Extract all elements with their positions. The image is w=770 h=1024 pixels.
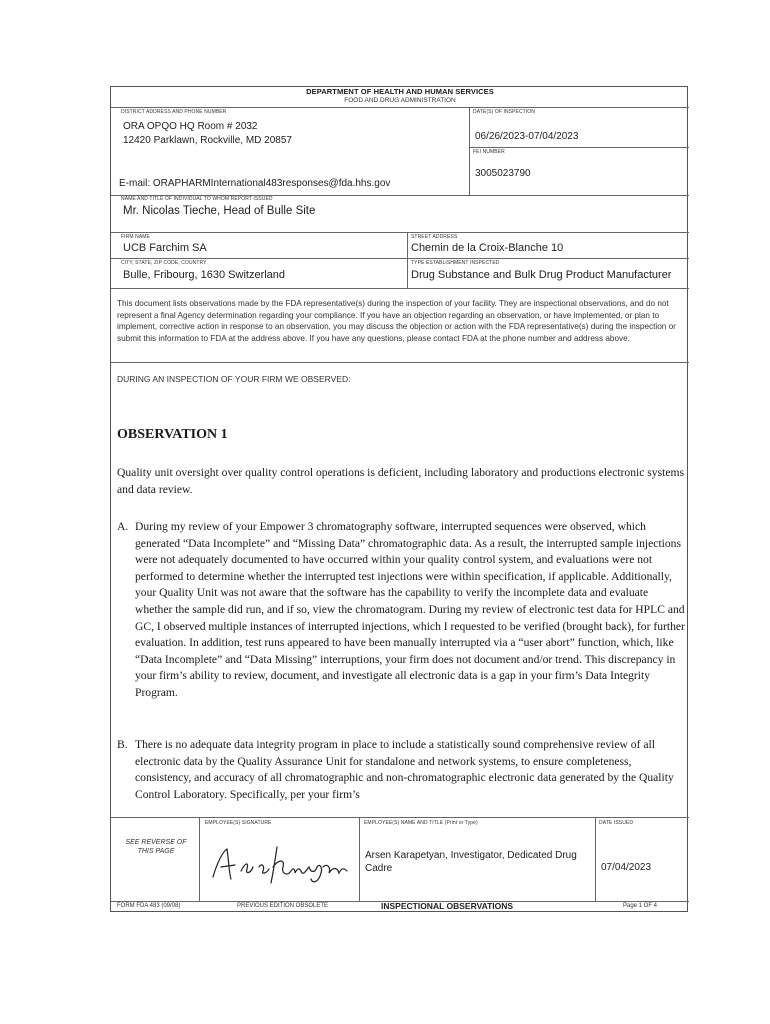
email-address: E-mail: ORAPHARMInternational483responses@fda.hhs.gov <box>119 178 391 189</box>
street-value: Chemin de la Croix-Blanche 10 <box>411 242 564 254</box>
date-issued-value: 07/04/2023 <box>601 862 652 873</box>
observed-heading: DURING AN INSPECTION OF YOUR FIRM WE OBSERVED: <box>117 374 351 384</box>
page-number: Page 1 OF 4 <box>623 903 658 909</box>
name-label: EMPLOYEE(S) NAME AND TITLE (Print or Type) <box>364 820 478 826</box>
agency-heading: FOOD AND DRUG ADMINISTRATION <box>344 97 456 104</box>
divider <box>407 232 408 288</box>
observation-title: OBSERVATION 1 <box>117 427 228 442</box>
form-title: INSPECTIONAL OBSERVATIONS <box>381 901 514 911</box>
divider <box>595 817 596 901</box>
item-letter: B. <box>117 738 128 751</box>
dates-label: DATE(S) OF INSPECTION <box>473 109 536 115</box>
individual-value: Mr. Nicolas Tieche, Head of Bulle Site <box>123 205 316 217</box>
item-text: There is no adequate data integrity program in place to include a statistically sound comprehensive review of all electronic data by the Quality Assurance Unit for standalone and network systems, to ensure completeness, consistency, and accuracy of all chromatographic and non-chromatographic electronic data generated by the Quality Control Laboratory. Specifically, per your firm’s <box>135 738 674 801</box>
firm-value: UCB Farchim SA <box>123 242 207 254</box>
city-value: Bulle, Fribourg, 1630 Switzerland <box>123 269 286 281</box>
divider <box>469 107 470 195</box>
firm-label: FIRM NAME <box>121 234 150 240</box>
department-heading: DEPARTMENT OF HEALTH AND HUMAN SERVICES <box>306 87 494 96</box>
divider <box>111 817 689 818</box>
dates-value: 06/26/2023-07/04/2023 <box>475 131 579 142</box>
divider <box>359 817 360 901</box>
city-label: CITY, STATE, ZIP CODE, COUNTRY <box>121 260 207 266</box>
divider <box>469 147 689 148</box>
see-reverse-note: SEE REVERSE OF THIS PAGE <box>125 839 187 855</box>
type-value: Drug Substance and Bulk Drug Product Manufacturer <box>411 269 672 281</box>
name-value: Arsen Karapetyan, Investigator, Dedicated Drug Cadre <box>365 850 577 874</box>
district-label: DISTRICT ADDRESS AND PHONE NUMBER <box>121 109 227 115</box>
district-line2: 12420 Parklawn, Rockville, MD 20857 <box>123 135 292 146</box>
item-letter: A. <box>117 520 129 533</box>
divider <box>111 232 689 233</box>
divider <box>111 362 689 363</box>
fei-value: 3005023790 <box>475 168 531 179</box>
divider <box>111 107 689 108</box>
observation-item-b <box>117 737 687 817</box>
district-line1: ORA OPQO HQ Room # 2032 <box>123 121 258 132</box>
fei-label: FEI NUMBER <box>473 149 505 155</box>
type-label: TYPE ESTABLISHMENT INSPECTED <box>411 260 500 266</box>
observation-summary: Quality unit oversight over quality control operations is deficient, including laboratory and productions electronic systems and data review. <box>117 466 684 496</box>
previous-edition-note: PREVIOUS EDITION OBSOLETE <box>237 903 329 909</box>
disclaimer-text: This document lists observations made by the FDA representative(s) during the inspection of your facility. They are inspectional observations, and do not represent a final Agency determination regarding your compliance. If you have an objection regarding an observation, or have implemented, or plan to implement, corrective action in response to an observation, you may discuss the objection or action with the FDA representative(s) during the inspection or submit this information to FDA at the address above. If you have any questions, please contact FDA at the phone number and address above. <box>117 299 676 343</box>
signature-label: EMPLOYEE(S) SIGNATURE <box>205 820 272 826</box>
individual-label: NAME AND TITLE OF INDIVIDUAL TO WHOM REPORT ISSUED <box>121 196 273 202</box>
form-id: FORM FDA 483 (09/08) <box>117 903 181 909</box>
item-text: During my review of your Empower 3 chromatography software, interrupted sequences were observed, which generated “Data Incomplete” and “Missing Data” chromatographic data. As a result, the interrupted sample injections were not adequately documented to have occurred within your quality control system, and evaluations were not performed to determine whether the interrupted test injections were within specification, if applicable. Additionally, your Quality Unit was not aware that the software has the capability to verify the incomplete data and evaluate whether the sample did run, and if so, view the chromatogram. During my review of electronic test data for HPLC and GC, I observed multiple instances of interrupted injections, which I requested to be verified (brought back), for further evaluation. In addition, test runs appeared to have been manually interrupted via a “user abort” function, which, like “Data Incomplete” and “Data Missing” interruptions, your firm does not document and/or trend. This discrepancy in your firm’s ability to review, document, and investigate all electronic data is a gap in your firm’s Data Integrity Program. <box>135 520 685 699</box>
divider <box>199 817 200 901</box>
street-label: STREET ADDRESS <box>411 234 458 240</box>
date-issued-label: DATE ISSUED <box>599 820 634 826</box>
divider <box>111 288 689 289</box>
signature-image <box>207 833 355 891</box>
divider <box>111 258 689 259</box>
fda-483-form <box>110 86 688 912</box>
